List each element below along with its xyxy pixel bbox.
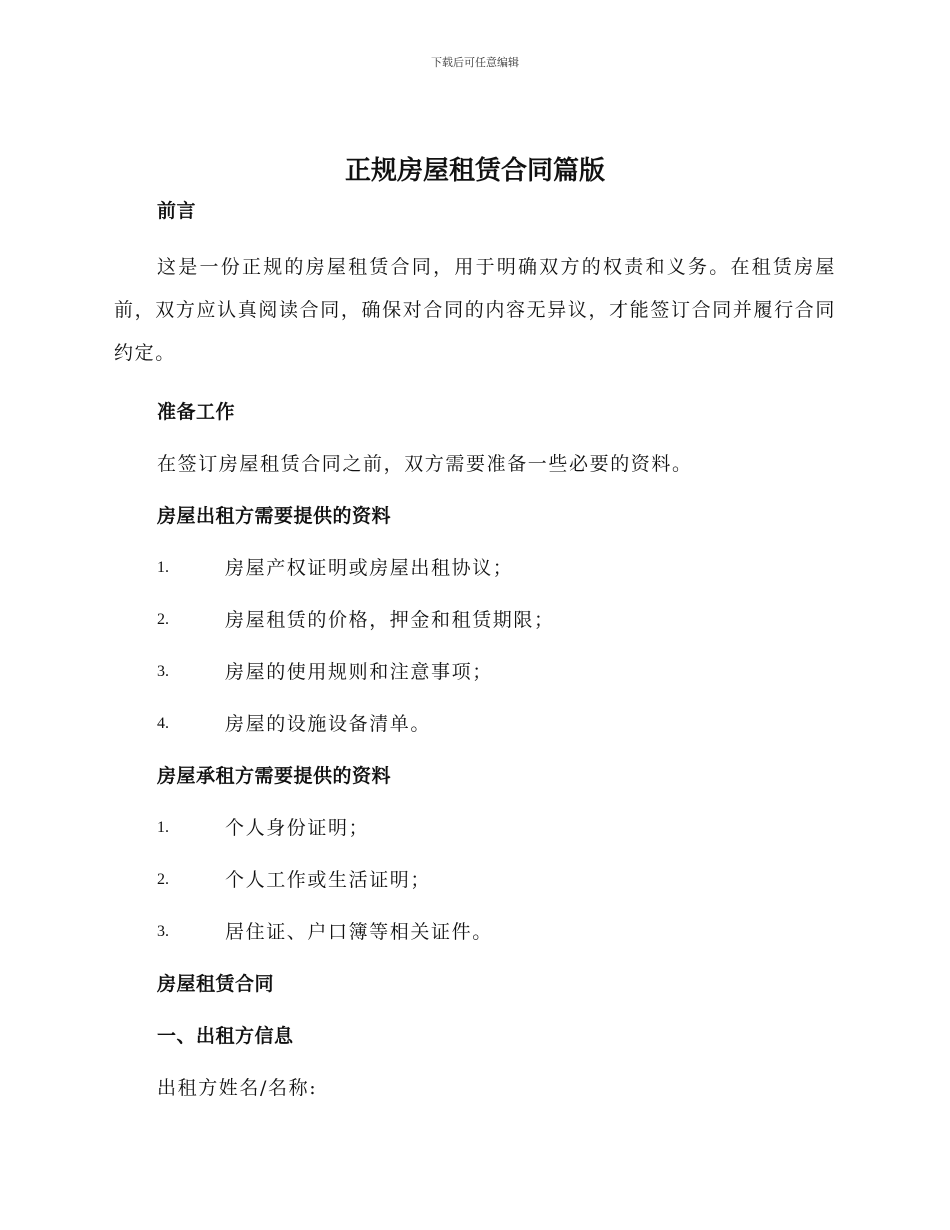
- list-item-number: 1.: [157, 559, 169, 576]
- lessee-materials-list: [114, 813, 836, 947]
- lessor-name-label: 出租方姓名/名称:: [157, 1077, 318, 1099]
- document-body: [114, 196, 836, 1103]
- list-item: [157, 657, 836, 687]
- lessor-materials-list: [114, 553, 836, 739]
- prep-paragraph: 在签订房屋租赁合同之前，双方需要准备一些必要的资料。: [157, 453, 693, 475]
- list-item-number: 3.: [157, 923, 169, 940]
- list-item: [157, 605, 836, 635]
- preface-heading: 前言: [157, 200, 197, 222]
- list-item-text: 房屋的设施设备清单。: [225, 713, 432, 735]
- section-1-heading: 一、出租方信息: [157, 1025, 294, 1047]
- list-item-text: 个人身份证明；: [225, 817, 370, 839]
- list-item-number: 2.: [157, 871, 169, 888]
- list-item-number: 1.: [157, 819, 169, 836]
- prep-heading: 准备工作: [157, 401, 236, 423]
- contract-heading: 房屋租赁合同: [157, 973, 275, 995]
- list-item-number: 3.: [157, 663, 169, 680]
- list-item-number: 4.: [157, 715, 169, 732]
- list-item: [157, 865, 836, 895]
- lessor-materials-heading: 房屋出租方需要提供的资料: [157, 505, 392, 527]
- list-item: [157, 553, 836, 583]
- list-item: [157, 813, 836, 843]
- lessee-materials-heading: 房屋承租方需要提供的资料: [157, 765, 392, 787]
- list-item-text: 房屋租赁的价格，押金和租赁期限；: [225, 609, 555, 631]
- list-item-text: 个人工作或生活证明；: [225, 869, 432, 891]
- page-header-note: 下载后可任意编辑: [431, 56, 519, 69]
- list-item: [157, 917, 836, 947]
- preface-paragraph: 这是一份正规的房屋租赁合同，用于明确双方的权责和义务。在租赁房屋前，双方应认真阅读合同，确保对合同的内容无异议，才能签订合同并履行合同约定。: [114, 256, 836, 364]
- document-title: 正规房屋租赁合同篇版: [344, 156, 605, 186]
- list-item-number: 2.: [157, 611, 169, 628]
- list-item-text: 房屋产权证明或房屋出租协议；: [225, 557, 514, 579]
- list-item: [157, 709, 836, 739]
- list-item-text: 居住证、户口簿等相关证件。: [225, 921, 493, 943]
- list-item-text: 房屋的使用规则和注意事项；: [225, 661, 493, 683]
